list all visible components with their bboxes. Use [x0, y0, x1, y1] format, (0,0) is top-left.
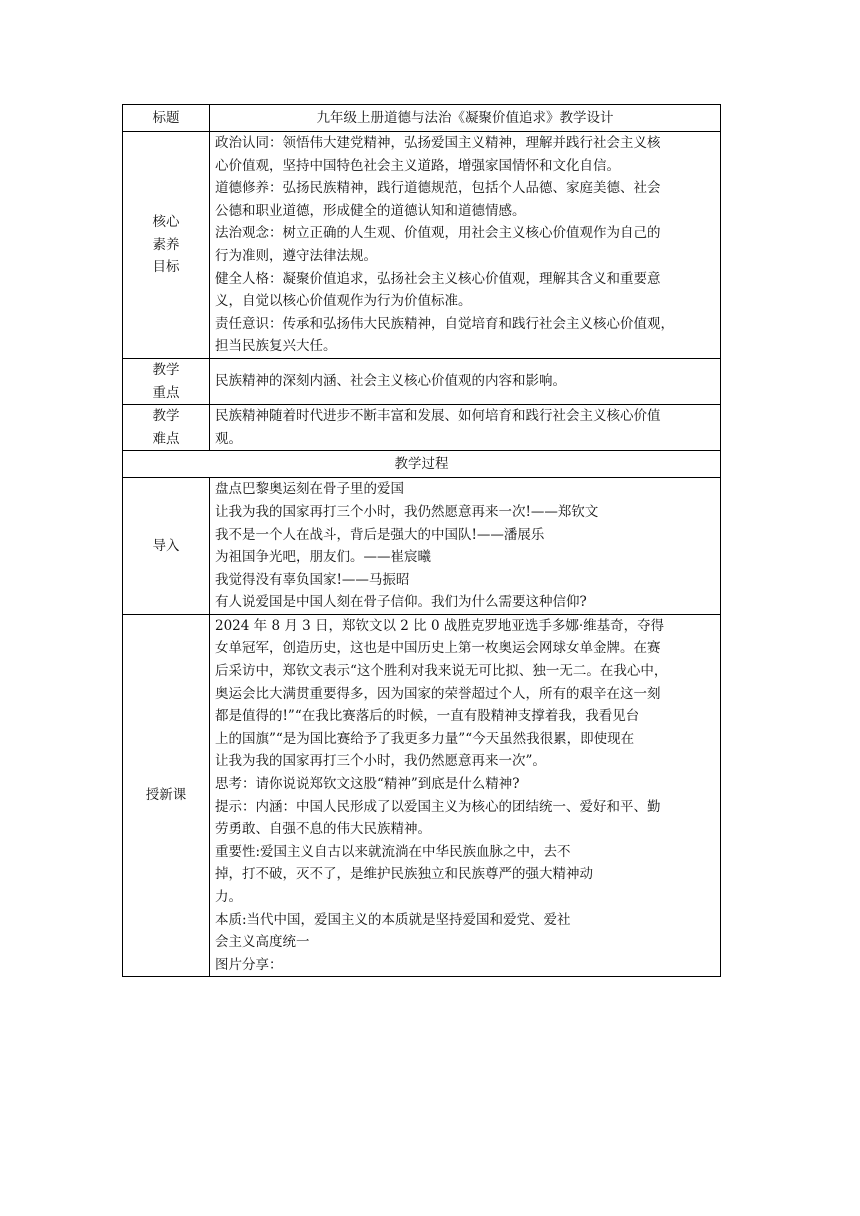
core-goals-line: 法治观念：树立正确的人生观、价值观，用社会主义核心价值观作为自己的: [215, 225, 661, 242]
intro-line: 盘点巴黎奥运刻在骨子里的爱国: [215, 481, 404, 498]
core-goals-line: 责任意识：传承和弘扬伟大民族精神，自觉培育和践行社会主义核心价值观，: [215, 315, 674, 332]
new-lesson-line: 奥运会比大满贯重要得多，因为国家的荣誉超过个人，所有的艰辛在这一刻: [215, 685, 661, 702]
new-lesson-line: 力。: [215, 889, 242, 905]
new-lesson-line: 都是值得的!”“在我比赛落后的时候，一直有股精神支撑着我，我看见台: [215, 708, 640, 725]
new-lesson-row: [123, 614, 721, 977]
intro-line: 我不是一个人在战斗，背后是强大的中国队!——潘展乐: [215, 526, 545, 543]
core-goals-label-line: 核心: [152, 214, 180, 231]
core-goals-line: 行为准则，遵守法律法规。: [215, 247, 377, 264]
core-goals-line: 担当民族复兴大任。: [215, 338, 337, 355]
new-lesson-line: 后采访中，郑钦文表示“这个胜利对我来说无可比拟、独一无二。在我心中，: [215, 663, 668, 680]
lesson-plan-table: [122, 104, 721, 977]
new-lesson-line: 思考：请你说说郑钦文这股“精神”到底是什么精神?: [215, 776, 520, 793]
core-goals-line: 政治认同：领悟伟大建党精神，弘扬爱国主义精神，理解并践行社会主义核: [215, 135, 661, 151]
process-header-row: [123, 451, 721, 478]
new-lesson-line: 掉，打不破，灭不了，是维护民族独立和民族尊严的强大精神动: [215, 866, 593, 883]
core-goals-label: [123, 132, 210, 359]
intro-line: 有人说爱国是中国人刻在骨子信仰。我们为什么需要这种信仰?: [215, 594, 587, 611]
core-goals-line: 道德修养：弘扬民族精神，践行道德规范，包括个人品德、家庭美德、社会: [215, 180, 661, 197]
key-points-label-line: 重点: [152, 384, 180, 401]
lesson-title: 九年级上册道德与法治《凝聚价值追求》教学设计: [210, 105, 721, 132]
difficult-points-content: [210, 405, 721, 451]
title-label: 标题: [123, 105, 210, 132]
difficult-points-label: [123, 405, 210, 451]
new-lesson-line: 图片分享：: [215, 956, 283, 973]
intro-content: [210, 478, 721, 615]
core-goals-label-line: 目标: [152, 259, 180, 276]
intro-line: 为祖国争光吧，朋友们。——崔宸曦: [215, 549, 431, 566]
difficult-points-label-line: 教学: [152, 408, 180, 425]
core-goals-content: [210, 132, 721, 359]
key-points-label-line: 教学: [152, 361, 180, 378]
difficult-points-line: 民族精神随着时代进步不断丰富和发展、如何培育和践行社会主义核心价值: [215, 408, 661, 425]
new-lesson-line: 女单冠军，创造历史，这也是中国历史上第一枚奥运会网球女单金牌。在赛: [215, 640, 661, 657]
new-lesson-label: 授新课: [123, 614, 210, 977]
difficult-points-line: 观。: [215, 430, 242, 447]
new-lesson-content: [210, 614, 721, 977]
new-lesson-line: 2024 年 8 月 3 日，郑钦文以 2 比 0 战胜克罗地亚选手多娜·维基奇，夺得: [215, 617, 665, 634]
key-points-label: [123, 358, 210, 404]
core-goals-row: [123, 132, 721, 359]
intro-label: 导入: [123, 478, 210, 615]
new-lesson-line: 会主义高度统一: [215, 934, 310, 951]
title-row: [123, 105, 721, 132]
core-goals-line: 义，自觉以核心价值观作为行为价值标准。: [215, 293, 472, 310]
key-points-content: [210, 358, 721, 404]
new-lesson-line: 本质:当代中国，爱国主义的本质就是坚持爱国和爱党、爱社: [215, 911, 571, 928]
new-lesson-line: 提示：内涵：中国人民形成了以爱国主义为核心的团结统一、爱好和平、勤: [215, 798, 661, 815]
new-lesson-line: 重要性:爱国主义自古以来就流淌在中华民族血脉之中，去不: [215, 843, 571, 860]
intro-line: 我觉得没有辜负国家!——马振昭: [215, 571, 410, 588]
core-goals-label-line: 素养: [152, 236, 180, 253]
core-goals-line: 健全人格：凝聚价值追求，弘扬社会主义核心价值观，理解其含义和重要意: [215, 270, 661, 287]
core-goals-line: 公德和职业道德，形成健全的道德认知和道德情感。: [215, 202, 526, 219]
key-points-row: [123, 358, 721, 404]
intro-line: 让我为我的国家再打三个小时，我仍然愿意再来一次!——郑钦文: [215, 503, 599, 520]
key-points-line: 民族精神的深刻内涵、社会主义核心价值观的内容和影响。: [215, 373, 566, 390]
new-lesson-line: 上的国旗”“是为国比赛给予了我更多力量”“今天虽然我很累，即使现在: [215, 730, 635, 747]
process-header: 教学过程: [123, 451, 721, 478]
new-lesson-line: 让我为我的国家再打三个小时，我仍然愿意再来一次”。: [215, 753, 546, 770]
core-goals-line: 心价值观，坚持中国特色社会主义道路，增强家国情怀和文化自信。: [215, 157, 620, 174]
intro-row: [123, 478, 721, 615]
difficult-points-label-line: 难点: [152, 430, 180, 447]
new-lesson-line: 劳勇敢、自强不息的伟大民族精神。: [215, 821, 431, 838]
difficult-points-row: [123, 405, 721, 451]
